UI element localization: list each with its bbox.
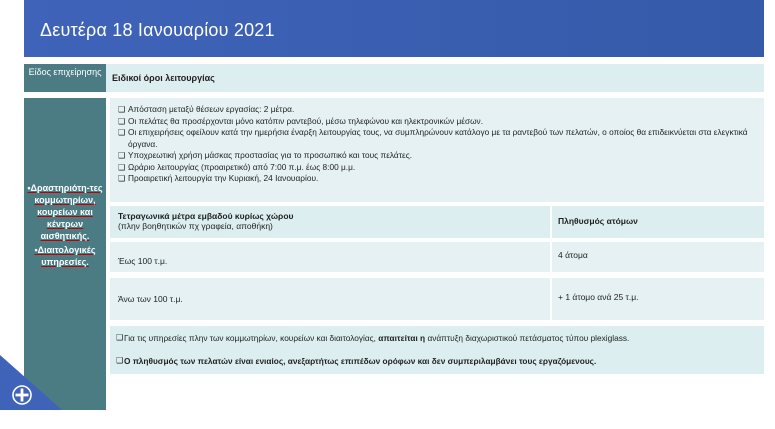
table-cell-people: 4 άτομα xyxy=(552,242,764,272)
business-type-label xyxy=(24,64,106,92)
table-cell-area: Έως 100 τ.μ. xyxy=(110,242,550,272)
table-header-area-title: Τετραγωνικά μέτρα εμβαδού κυρίως χώρου xyxy=(118,211,294,221)
rule-item: ❑ Οι πελάτες θα προσέρχονται μόνο κατόπιν ραντεβού, μέσω τηλεφώνου και ηλεκτρονικών μέσων. xyxy=(118,116,764,128)
note-plexiglass xyxy=(116,332,764,344)
rule-item: ❑ Ωράριο λειτουργίας (προαιρετικό) από 7:00 π.μ. έως 8:00 μ.μ. xyxy=(118,162,764,174)
page-title: Δευτέρα 18 Ιανουαρίου 2021 xyxy=(40,20,275,40)
operating-rules-list xyxy=(110,98,764,202)
table-cell-area: Άνω των 100 τ.μ. xyxy=(110,278,550,320)
note-population: ❑ Ο πληθυσμός των πελατών είναι ενιαίος, ανεξαρτήτως επιπέδων ορόφων και δεν συμπεριλαμβάνει τους εργαζόμενους. xyxy=(116,355,764,367)
note-plexiglass-text-a: Για τις υπηρεσίες πλην των κομμωτηρίων, κουρείων και διαιτολογίας, xyxy=(124,333,376,343)
note-plexiglass-text-b: απαιτείται η xyxy=(378,333,426,343)
activity-item-salons: •Δραστηριότη-τες κομμωτηρίων, κουρείων και κέντρων αισθητικής. xyxy=(27,183,103,241)
business-type-value: Ειδικοί όροι λειτουργίας xyxy=(106,64,764,92)
table-header-area xyxy=(110,206,550,238)
rule-item: ❑ Προαιρετική λειτουργία την Κυριακή, 24 Ιανουαρίου. xyxy=(118,173,764,185)
table-header-population: Πληθυσμός ατόμων xyxy=(552,206,764,238)
rule-item: ❑ Οι επιχειρήσεις οφείλουν κατά την ημερήσια έναρξη λειτουργίας τους, να συμπληρώνουν κατάλογο με τα ραντεβού των πελατών, ο οποίος θα επιδεικνύεται στα ελεγκτικά όργανα. xyxy=(118,127,764,150)
header-bar xyxy=(24,0,764,57)
table-header-area-subtitle: (πλην βοηθητικών πχ γραφεία, αποθήκη) xyxy=(118,221,273,231)
business-type-label-text: Είδος επιχείρησης xyxy=(28,67,102,77)
activity-item-dietetics: •Διαιτολογικές υπηρεσίες. xyxy=(34,245,96,267)
table-cell-people: + 1 άτομο ανά 25 τ.μ. xyxy=(552,278,764,320)
rule-item: ❑ Απόσταση μεταξύ θέσεων εργασίας: 2 μέτρα. xyxy=(118,104,764,116)
greek-government-emblem-icon xyxy=(0,355,62,410)
note-plexiglass-text-c: ανάπτυξη διαχωριστικού πετάσματος τύπου plexiglass. xyxy=(427,333,630,343)
rule-item: ❑ Υποχρεωτική χρήση μάσκας προστασίας για το προσωπικό και τους πελάτες. xyxy=(118,150,764,162)
notes-box xyxy=(110,326,764,374)
